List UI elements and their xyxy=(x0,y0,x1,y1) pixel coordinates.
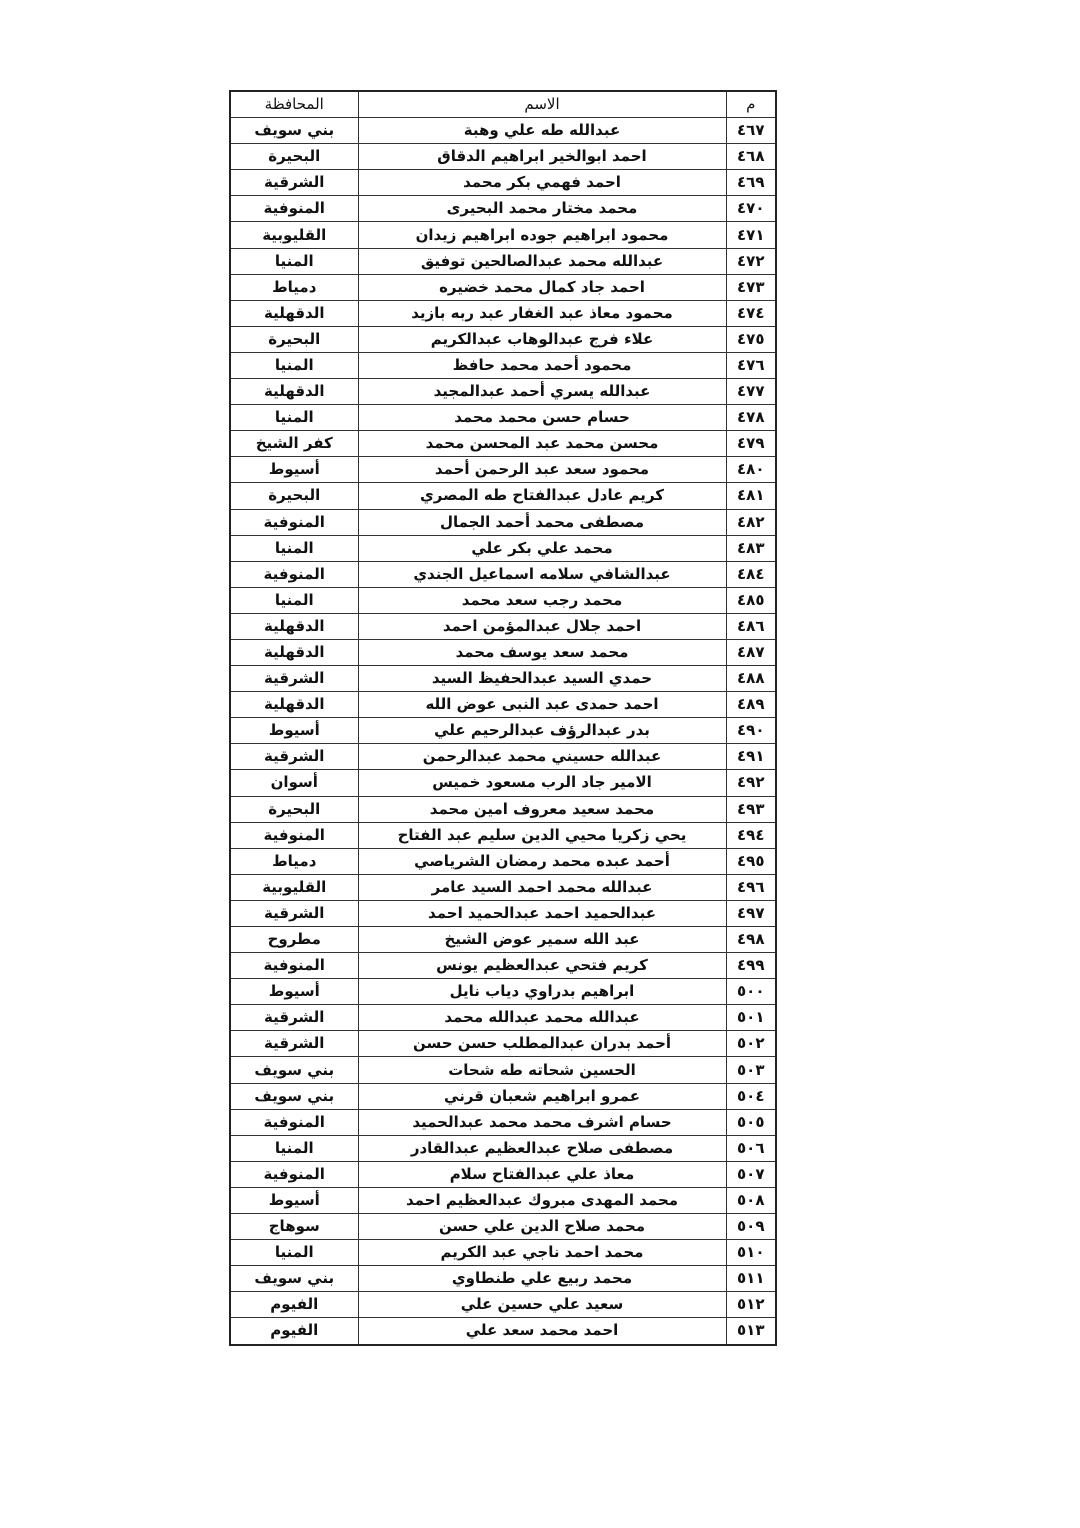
row-governorate: المنيا xyxy=(230,535,358,561)
row-name: احمد حمدى عبد النبى عوض الله xyxy=(358,692,726,718)
row-number: ٤٧٠ xyxy=(726,196,776,222)
row-number: ٤٧٥ xyxy=(726,326,776,352)
table-row xyxy=(230,196,776,222)
row-governorate: الشرقية xyxy=(230,1005,358,1031)
table-row xyxy=(230,953,776,979)
row-governorate: أسوان xyxy=(230,770,358,796)
table-row xyxy=(230,144,776,170)
row-number: ٤٧٦ xyxy=(726,352,776,378)
row-name: محمود أحمد محمد حافظ xyxy=(358,352,726,378)
table-row xyxy=(230,1266,776,1292)
table-row xyxy=(230,1292,776,1318)
row-governorate: سوهاج xyxy=(230,1214,358,1240)
row-number: ٤٨٢ xyxy=(726,509,776,535)
row-governorate: الدقهلية xyxy=(230,379,358,405)
row-governorate: المنيا xyxy=(230,352,358,378)
row-number: ٥٠٥ xyxy=(726,1109,776,1135)
row-name: محمد احمد ناجي عبد الكريم xyxy=(358,1240,726,1266)
row-number: ٤٩٦ xyxy=(726,874,776,900)
table-row xyxy=(230,300,776,326)
row-name: مصطفى محمد أحمد الجمال xyxy=(358,509,726,535)
table-row xyxy=(230,1240,776,1266)
names-table xyxy=(229,90,777,1346)
table-row xyxy=(230,352,776,378)
row-governorate: الشرقية xyxy=(230,170,358,196)
row-governorate: المنيا xyxy=(230,248,358,274)
row-name: محمود سعد عبد الرحمن أحمد xyxy=(358,457,726,483)
row-governorate: البحيرة xyxy=(230,483,358,509)
row-name: عمرو ابراهيم شعبان قرني xyxy=(358,1083,726,1109)
row-governorate: الشرقية xyxy=(230,744,358,770)
row-number: ٤٧٧ xyxy=(726,379,776,405)
table-body xyxy=(230,118,776,1345)
row-governorate: الدقهلية xyxy=(230,613,358,639)
row-governorate: الدقهلية xyxy=(230,692,358,718)
row-number: ٤٩١ xyxy=(726,744,776,770)
row-name: محمد المهدى مبروك عبدالعظيم احمد xyxy=(358,1187,726,1213)
table-row xyxy=(230,457,776,483)
row-number: ٥١٣ xyxy=(726,1318,776,1345)
row-number: ٤٩٩ xyxy=(726,953,776,979)
table-row xyxy=(230,666,776,692)
table-row xyxy=(230,248,776,274)
row-name: احمد جاد كمال محمد خضيره xyxy=(358,274,726,300)
row-name: ابراهيم بدراوي دياب نايل xyxy=(358,979,726,1005)
row-governorate: البحيرة xyxy=(230,796,358,822)
row-name: عبدالله يسري أحمد عبدالمجيد xyxy=(358,379,726,405)
row-name: أحمد بدران عبدالمطلب حسن حسن xyxy=(358,1031,726,1057)
row-number: ٤٨٩ xyxy=(726,692,776,718)
row-governorate: المنوفية xyxy=(230,561,358,587)
table-row xyxy=(230,509,776,535)
row-name: كريم فتحي عبدالعظيم يونس xyxy=(358,953,726,979)
row-number: ٤٧٢ xyxy=(726,248,776,274)
table-row xyxy=(230,770,776,796)
row-governorate: الدقهلية xyxy=(230,639,358,665)
table-row xyxy=(230,1187,776,1213)
row-number: ٥٠٣ xyxy=(726,1057,776,1083)
row-number: ٤٨٠ xyxy=(726,457,776,483)
row-number: ٤٩٣ xyxy=(726,796,776,822)
row-name: احمد محمد سعد علي xyxy=(358,1318,726,1345)
table-row xyxy=(230,639,776,665)
row-governorate: دمياط xyxy=(230,848,358,874)
table-row xyxy=(230,822,776,848)
table-row xyxy=(230,613,776,639)
table-row xyxy=(230,1214,776,1240)
row-governorate: أسيوط xyxy=(230,457,358,483)
row-name: حمدي السيد عبدالحفيظ السيد xyxy=(358,666,726,692)
table-row xyxy=(230,692,776,718)
row-number: ٤٧١ xyxy=(726,222,776,248)
row-governorate: الشرقية xyxy=(230,1031,358,1057)
row-name: عبدالله طه علي وهبة xyxy=(358,118,726,144)
row-governorate: أسيوط xyxy=(230,718,358,744)
row-governorate: بني سويف xyxy=(230,118,358,144)
row-name: سعيد علي حسين علي xyxy=(358,1292,726,1318)
row-number: ٤٨١ xyxy=(726,483,776,509)
row-governorate: المنيا xyxy=(230,587,358,613)
table-row xyxy=(230,274,776,300)
row-number: ٤٨٣ xyxy=(726,535,776,561)
row-governorate: المنوفية xyxy=(230,822,358,848)
table-row xyxy=(230,222,776,248)
row-name: الامير جاد الرب مسعود خميس xyxy=(358,770,726,796)
row-name: محمد مختار محمد البحيرى xyxy=(358,196,726,222)
row-name: محسن محمد عبد المحسن محمد xyxy=(358,431,726,457)
row-governorate: الشرقية xyxy=(230,900,358,926)
table-row xyxy=(230,1057,776,1083)
row-number: ٤٨٥ xyxy=(726,587,776,613)
row-number: ٤٩٨ xyxy=(726,927,776,953)
row-number: ٥١٢ xyxy=(726,1292,776,1318)
table-row xyxy=(230,848,776,874)
row-name: عبدالله محمد عبدالصالحين توفيق xyxy=(358,248,726,274)
row-number: ٥١٠ xyxy=(726,1240,776,1266)
row-name: محمود ابراهيم جوده ابراهيم زيدان xyxy=(358,222,726,248)
row-number: ٥٠٠ xyxy=(726,979,776,1005)
row-number: ٥٠٦ xyxy=(726,1135,776,1161)
row-name: عبدالشافي سلامه اسماعيل الجندي xyxy=(358,561,726,587)
table-row xyxy=(230,1161,776,1187)
row-name: الحسين شحاته طه شحات xyxy=(358,1057,726,1083)
row-governorate: أسيوط xyxy=(230,979,358,1005)
table-row xyxy=(230,405,776,431)
row-name: عبدالله حسيني محمد عبدالرحمن xyxy=(358,744,726,770)
row-governorate: القليوبية xyxy=(230,222,358,248)
row-name: محمد سعد يوسف محمد xyxy=(358,639,726,665)
row-name: احمد جلال عبدالمؤمن احمد xyxy=(358,613,726,639)
row-name: عبدالله محمد احمد السيد عامر xyxy=(358,874,726,900)
table-row xyxy=(230,900,776,926)
header-governorate: المحافظة xyxy=(230,91,358,118)
row-governorate: المنيا xyxy=(230,1240,358,1266)
row-governorate: أسيوط xyxy=(230,1187,358,1213)
row-governorate: المنيا xyxy=(230,1135,358,1161)
row-governorate: الفيوم xyxy=(230,1318,358,1345)
header-name: الاسم xyxy=(358,91,726,118)
row-number: ٤٩٧ xyxy=(726,900,776,926)
table-row xyxy=(230,118,776,144)
row-name: محمد صلاح الدين علي حسن xyxy=(358,1214,726,1240)
row-governorate: المنوفية xyxy=(230,509,358,535)
row-number: ٥٠٨ xyxy=(726,1187,776,1213)
table-row xyxy=(230,1109,776,1135)
row-number: ٥٠٢ xyxy=(726,1031,776,1057)
table-row xyxy=(230,170,776,196)
table-row xyxy=(230,326,776,352)
row-name: محمد رجب سعد محمد xyxy=(358,587,726,613)
table-row xyxy=(230,535,776,561)
table-row xyxy=(230,431,776,457)
row-governorate: الفيوم xyxy=(230,1292,358,1318)
table-row xyxy=(230,927,776,953)
row-number: ٤٧٤ xyxy=(726,300,776,326)
row-name: محمد علي بكر علي xyxy=(358,535,726,561)
row-name: حسام حسن محمد محمد xyxy=(358,405,726,431)
row-name: محمد سعيد معروف امين محمد xyxy=(358,796,726,822)
row-name: علاء فرج عبدالوهاب عبدالكريم xyxy=(358,326,726,352)
table-row xyxy=(230,744,776,770)
table-row xyxy=(230,979,776,1005)
row-governorate: البحيرة xyxy=(230,326,358,352)
table-row xyxy=(230,379,776,405)
row-name: عبد الله سمير عوض الشيخ xyxy=(358,927,726,953)
row-number: ٥٠٤ xyxy=(726,1083,776,1109)
row-governorate: بني سويف xyxy=(230,1057,358,1083)
row-number: ٤٨٧ xyxy=(726,639,776,665)
row-name: مصطفى صلاح عبدالعظيم عبدالقادر xyxy=(358,1135,726,1161)
row-number: ٤٩٥ xyxy=(726,848,776,874)
table-row xyxy=(230,561,776,587)
row-governorate: كفر الشيخ xyxy=(230,431,358,457)
row-number: ٤٨٦ xyxy=(726,613,776,639)
row-number: ٥١١ xyxy=(726,1266,776,1292)
row-number: ٤٩٢ xyxy=(726,770,776,796)
row-number: ٤٦٨ xyxy=(726,144,776,170)
row-number: ٥٠١ xyxy=(726,1005,776,1031)
row-governorate: البحيرة xyxy=(230,144,358,170)
table-row xyxy=(230,1083,776,1109)
row-name: حسام اشرف محمد محمد عبدالحميد xyxy=(358,1109,726,1135)
row-governorate: دمياط xyxy=(230,274,358,300)
table-row xyxy=(230,1031,776,1057)
table-row xyxy=(230,1318,776,1345)
row-governorate: المنوفية xyxy=(230,196,358,222)
row-governorate: الدقهلية xyxy=(230,300,358,326)
row-number: ٥٠٧ xyxy=(726,1161,776,1187)
table-row xyxy=(230,796,776,822)
row-name: معاذ علي عبدالفتاح سلام xyxy=(358,1161,726,1187)
header-number: م xyxy=(726,91,776,118)
row-number: ٤٧٩ xyxy=(726,431,776,457)
table-row xyxy=(230,874,776,900)
row-governorate: بني سويف xyxy=(230,1266,358,1292)
row-governorate: المنوفية xyxy=(230,1109,358,1135)
row-name: كريم عادل عبدالفتاح طه المصري xyxy=(358,483,726,509)
row-name: عبدالحميد احمد عبدالحميد احمد xyxy=(358,900,726,926)
row-name: أحمد عبده محمد رمضان الشرياصي xyxy=(358,848,726,874)
row-name: بدر عبدالرؤف عبدالرحيم علي xyxy=(358,718,726,744)
row-governorate: الشرقية xyxy=(230,666,358,692)
table-header-row xyxy=(230,91,776,118)
row-name: احمد ابوالخير ابراهيم الدقاق xyxy=(358,144,726,170)
table-row xyxy=(230,587,776,613)
row-number: ٥٠٩ xyxy=(726,1214,776,1240)
row-number: ٤٨٤ xyxy=(726,561,776,587)
row-governorate: القليوبية xyxy=(230,874,358,900)
table-row xyxy=(230,1005,776,1031)
row-governorate: المنوفية xyxy=(230,953,358,979)
row-governorate: المنوفية xyxy=(230,1161,358,1187)
row-name: احمد فهمي بكر محمد xyxy=(358,170,726,196)
row-number: ٤٩٤ xyxy=(726,822,776,848)
row-number: ٤٩٠ xyxy=(726,718,776,744)
row-name: محمود معاذ عبد الغفار عبد ربه بازيد xyxy=(358,300,726,326)
row-number: ٤٦٧ xyxy=(726,118,776,144)
row-name: عبدالله محمد عبدالله محمد xyxy=(358,1005,726,1031)
row-number: ٤٦٩ xyxy=(726,170,776,196)
table-row xyxy=(230,1135,776,1161)
row-governorate: بني سويف xyxy=(230,1083,358,1109)
row-number: ٤٧٨ xyxy=(726,405,776,431)
table-row xyxy=(230,483,776,509)
row-name: محمد ربيع علي طنطاوي xyxy=(358,1266,726,1292)
row-name: يحي زكريا محيي الدين سليم عبد الفتاح xyxy=(358,822,726,848)
row-number: ٤٧٣ xyxy=(726,274,776,300)
row-number: ٤٨٨ xyxy=(726,666,776,692)
row-governorate: المنيا xyxy=(230,405,358,431)
table-row xyxy=(230,718,776,744)
row-governorate: مطروح xyxy=(230,927,358,953)
